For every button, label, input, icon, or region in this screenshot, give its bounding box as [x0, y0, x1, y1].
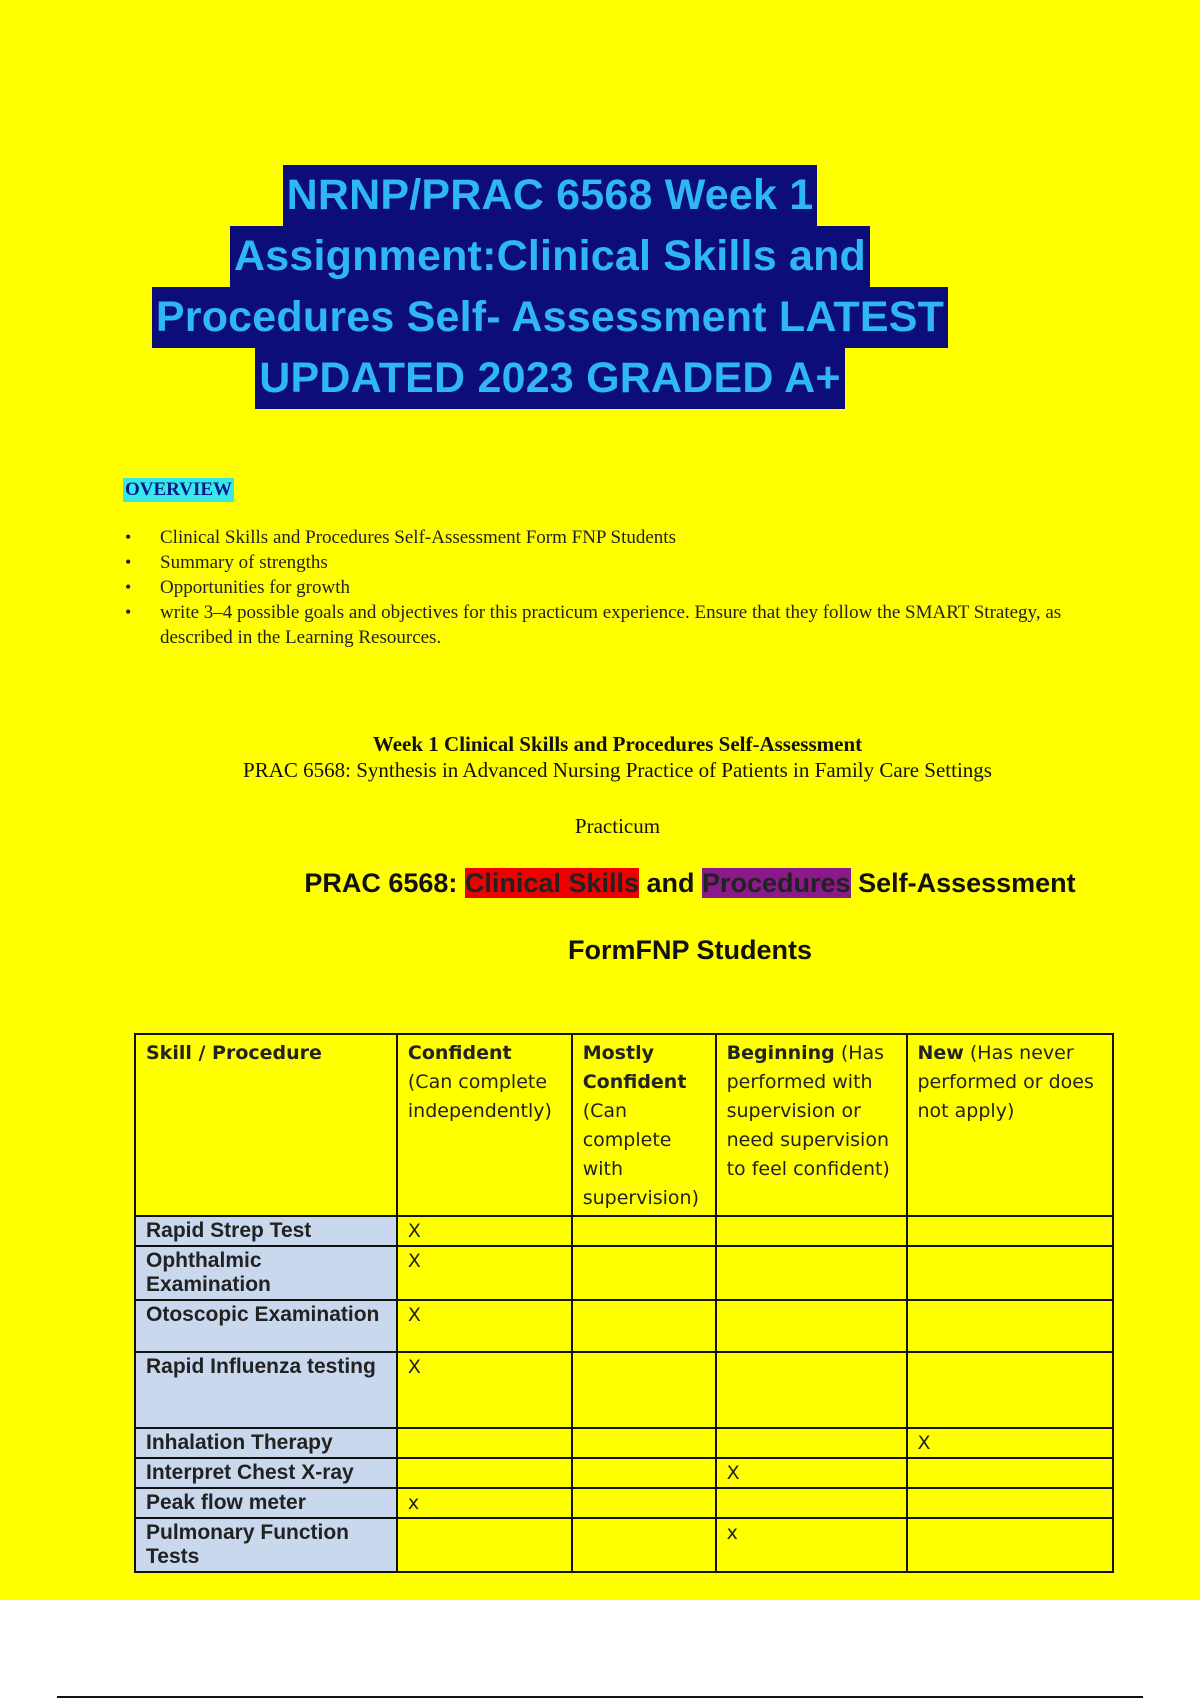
mark-cell: X — [907, 1428, 1114, 1458]
mark-cell: X — [397, 1216, 572, 1246]
form-title-mid: and — [638, 868, 702, 898]
mark-cell — [716, 1488, 907, 1518]
table-row — [135, 1518, 1113, 1572]
form-title-prefix: PRAC 6568: — [304, 868, 465, 898]
header-beginning: Beginning (Has performed with supervision or need supervision to feel confident) — [716, 1034, 907, 1216]
mark-cell: X — [397, 1246, 572, 1300]
mark-cell — [907, 1216, 1114, 1246]
footer-rule — [57, 1696, 1143, 1698]
mark-cell — [907, 1488, 1114, 1518]
skill-cell: Rapid Influenza testing — [135, 1352, 397, 1428]
title-line-4: UPDATED 2023 GRADED A+ — [255, 348, 844, 409]
mark-cell: X — [397, 1352, 572, 1428]
skills-table — [134, 1033, 1114, 1573]
mark-cell — [907, 1246, 1114, 1300]
skill-cell: Inhalation Therapy — [135, 1428, 397, 1458]
mark-cell: x — [397, 1488, 572, 1518]
table-row — [135, 1300, 1113, 1352]
mark-cell — [572, 1300, 716, 1352]
header-skill: Skill / Procedure — [135, 1034, 397, 1216]
skill-cell: Ophthalmic Examination — [135, 1246, 397, 1300]
skill-cell: Pulmonary Function Tests — [135, 1518, 397, 1572]
mark-cell — [716, 1352, 907, 1428]
mark-cell — [397, 1458, 572, 1488]
title-line-1: NRNP/PRAC 6568 Week 1 — [283, 165, 818, 226]
mark-cell — [716, 1216, 907, 1246]
list-item: • Opportunities for growth — [123, 575, 1083, 600]
mark-cell — [716, 1300, 907, 1352]
form-subtitle: FormFNP Students — [567, 935, 812, 965]
form-title-suffix: Self-Assessment — [850, 868, 1076, 898]
form-title — [0, 868, 1200, 899]
form-title-highlight-clinical: Clinical Skills — [464, 868, 639, 898]
mark-cell: X — [397, 1300, 572, 1352]
overview-heading: OVERVIEW — [125, 479, 233, 500]
header-new: New (Has never performed or does not apply) — [907, 1034, 1114, 1216]
mark-cell — [907, 1352, 1114, 1428]
skill-cell: Rapid Strep Test — [135, 1216, 397, 1246]
table-row — [135, 1428, 1113, 1458]
mark-cell — [572, 1518, 716, 1572]
mark-cell — [572, 1246, 716, 1300]
mark-cell — [572, 1488, 716, 1518]
mark-cell — [572, 1216, 716, 1246]
table-row — [135, 1246, 1113, 1300]
document-title — [60, 165, 1040, 409]
skill-cell: Peak flow meter — [135, 1488, 397, 1518]
practicum-label: Practicum — [574, 814, 661, 838]
mark-cell — [572, 1458, 716, 1488]
section-title: Week 1 Clinical Skills and Procedures Self-Assessment — [372, 732, 863, 756]
mark-cell — [716, 1428, 907, 1458]
form-title-highlight-procedures: Procedures — [701, 868, 851, 898]
list-item: • Clinical Skills and Procedures Self-Assessment Form FNP Students — [123, 525, 1083, 550]
mark-cell: X — [716, 1458, 907, 1488]
title-line-2: Assignment:Clinical Skills and — [230, 226, 870, 287]
header-confident: Confident (Can complete independently) — [397, 1034, 572, 1216]
list-item: • write 3–4 possible goals and objectives for this practicum experience. Ensure that they follow the SMART Strategy, as described in the Learning Resources. — [123, 600, 1083, 650]
mark-cell — [572, 1428, 716, 1458]
table-row — [135, 1458, 1113, 1488]
header-mostly-confident: Mostly Confident (Can complete with supervision) — [572, 1034, 716, 1216]
mark-cell — [907, 1458, 1114, 1488]
table-row — [135, 1488, 1113, 1518]
table-row — [135, 1216, 1113, 1246]
mark-cell — [572, 1352, 716, 1428]
mark-cell — [907, 1300, 1114, 1352]
skill-cell: Otoscopic Examination — [135, 1300, 397, 1352]
list-item: • Summary of strengths — [123, 550, 1083, 575]
mark-cell — [397, 1428, 572, 1458]
mark-cell — [907, 1518, 1114, 1572]
overview-list — [123, 525, 1083, 650]
skill-cell: Interpret Chest X-ray — [135, 1458, 397, 1488]
mark-cell: x — [716, 1518, 907, 1572]
table-header-row — [135, 1034, 1113, 1216]
title-line-3: Procedures Self- Assessment LATEST — [152, 287, 948, 348]
table-row — [135, 1352, 1113, 1428]
mark-cell — [716, 1246, 907, 1300]
section-subtitle: PRAC 6568: Synthesis in Advanced Nursing Practice of Patients in Family Care Settings — [243, 758, 992, 782]
mark-cell — [397, 1518, 572, 1572]
